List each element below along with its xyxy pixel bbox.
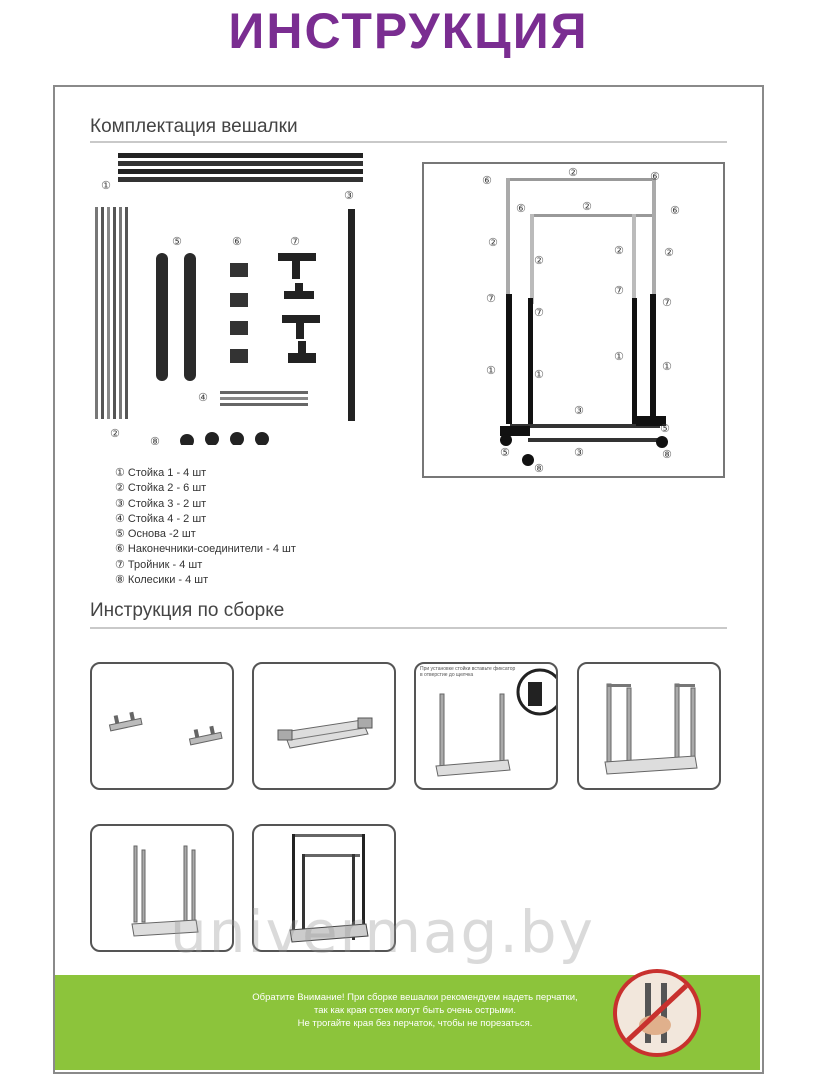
legend-item: ③ Стойка 3 - 2 шт bbox=[115, 497, 207, 510]
photo-marker: ① bbox=[662, 360, 672, 373]
legend-item: ⑧ Колесики - 4 шт bbox=[115, 574, 209, 587]
legend-item: ① Стойка 1 - 4 шт bbox=[115, 467, 207, 479]
photo-marker: ② bbox=[664, 246, 674, 259]
photo-marker: ② bbox=[568, 166, 578, 179]
assembly-heading-rule bbox=[90, 627, 727, 629]
watermark: univermag.by bbox=[170, 898, 595, 966]
kit-heading-rule bbox=[90, 141, 727, 143]
photo-marker: ① bbox=[534, 368, 544, 381]
photo-marker: ⑤ bbox=[500, 446, 510, 459]
photo-marker: ② bbox=[534, 254, 544, 267]
part-7-tees bbox=[278, 253, 320, 363]
photo-marker: ① bbox=[486, 364, 496, 377]
marker-8: ⑧ bbox=[150, 435, 160, 445]
legend-item: ④ Стойка 4 - 2 шт bbox=[115, 512, 207, 525]
photo-marker: ⑦ bbox=[662, 296, 672, 309]
photo-marker: ⑥ bbox=[482, 174, 492, 187]
no-bare-hands-warning-icon bbox=[613, 969, 701, 1057]
photo-marker: ⑧ bbox=[534, 462, 544, 475]
part-3-bars bbox=[348, 209, 355, 421]
legend-item: ⑦ Тройник - 4 шт bbox=[115, 558, 203, 571]
marker-5: ⑤ bbox=[172, 235, 182, 248]
part-2-bars bbox=[95, 207, 128, 419]
assembly-step-2 bbox=[252, 662, 396, 790]
marker-1: ① bbox=[101, 179, 111, 192]
photo-marker: ① bbox=[614, 350, 624, 363]
photo-marker: ⑥ bbox=[650, 170, 660, 183]
photo-marker: ② bbox=[488, 236, 498, 249]
legend-item: ⑥ Наконечники-соединители - 4 шт bbox=[115, 543, 296, 556]
part-4-bars bbox=[220, 391, 308, 406]
legend-item: ② Стойка 2 - 6 шт bbox=[115, 482, 207, 495]
notice-line: Не трогайте края без перчаток, чтобы не порезаться. bbox=[297, 1018, 533, 1029]
step-3-caption: При установке стойки вставьте фиксатор в отверстие до щелчка bbox=[420, 666, 516, 678]
notice-line: так как края стоек могут быть очень острыми. bbox=[314, 1005, 516, 1016]
marker-4: ④ bbox=[198, 391, 208, 404]
photo-marker: ② bbox=[614, 244, 624, 257]
part-1-bars bbox=[118, 153, 363, 182]
assembly-step-4 bbox=[577, 662, 721, 790]
photo-marker: ⑧ bbox=[662, 448, 672, 461]
photo-marker: ⑦ bbox=[614, 284, 624, 297]
marker-2: ② bbox=[110, 427, 120, 440]
photo-marker: ⑦ bbox=[486, 292, 496, 305]
marker-6: ⑥ bbox=[232, 235, 242, 248]
parts-legend bbox=[115, 466, 296, 588]
photo-marker: ⑦ bbox=[534, 306, 544, 319]
photo-marker: ③ bbox=[574, 446, 584, 459]
photo-marker: ② bbox=[582, 200, 592, 213]
part-6-connectors bbox=[230, 263, 248, 363]
parts-illustration bbox=[90, 145, 390, 445]
assembly-step-3 bbox=[414, 662, 558, 790]
notice-line: Обратите Внимание! При сборке вешалки рекомендуем надеть перчатки, bbox=[252, 992, 578, 1003]
photo-marker: ③ bbox=[574, 404, 584, 417]
page-title: ИНСТРУКЦИЯ bbox=[228, 3, 589, 59]
part-5-bases bbox=[156, 253, 196, 381]
photo-marker: ⑥ bbox=[516, 202, 526, 215]
marker-7: ⑦ bbox=[290, 235, 300, 248]
photo-marker: ⑤ bbox=[660, 422, 670, 435]
assembled-rack-photo bbox=[422, 162, 725, 478]
kit-heading: Комплектация вешалки bbox=[90, 116, 298, 137]
assembly-heading: Инструкция по сборке bbox=[90, 600, 285, 621]
part-8-wheels bbox=[180, 432, 269, 445]
photo-marker: ⑥ bbox=[670, 204, 680, 217]
legend-item: ⑤ Основа -2 шт bbox=[115, 528, 196, 541]
safety-notice-text bbox=[155, 991, 675, 1030]
assembly-step-1 bbox=[90, 662, 234, 790]
marker-3: ③ bbox=[344, 189, 354, 202]
